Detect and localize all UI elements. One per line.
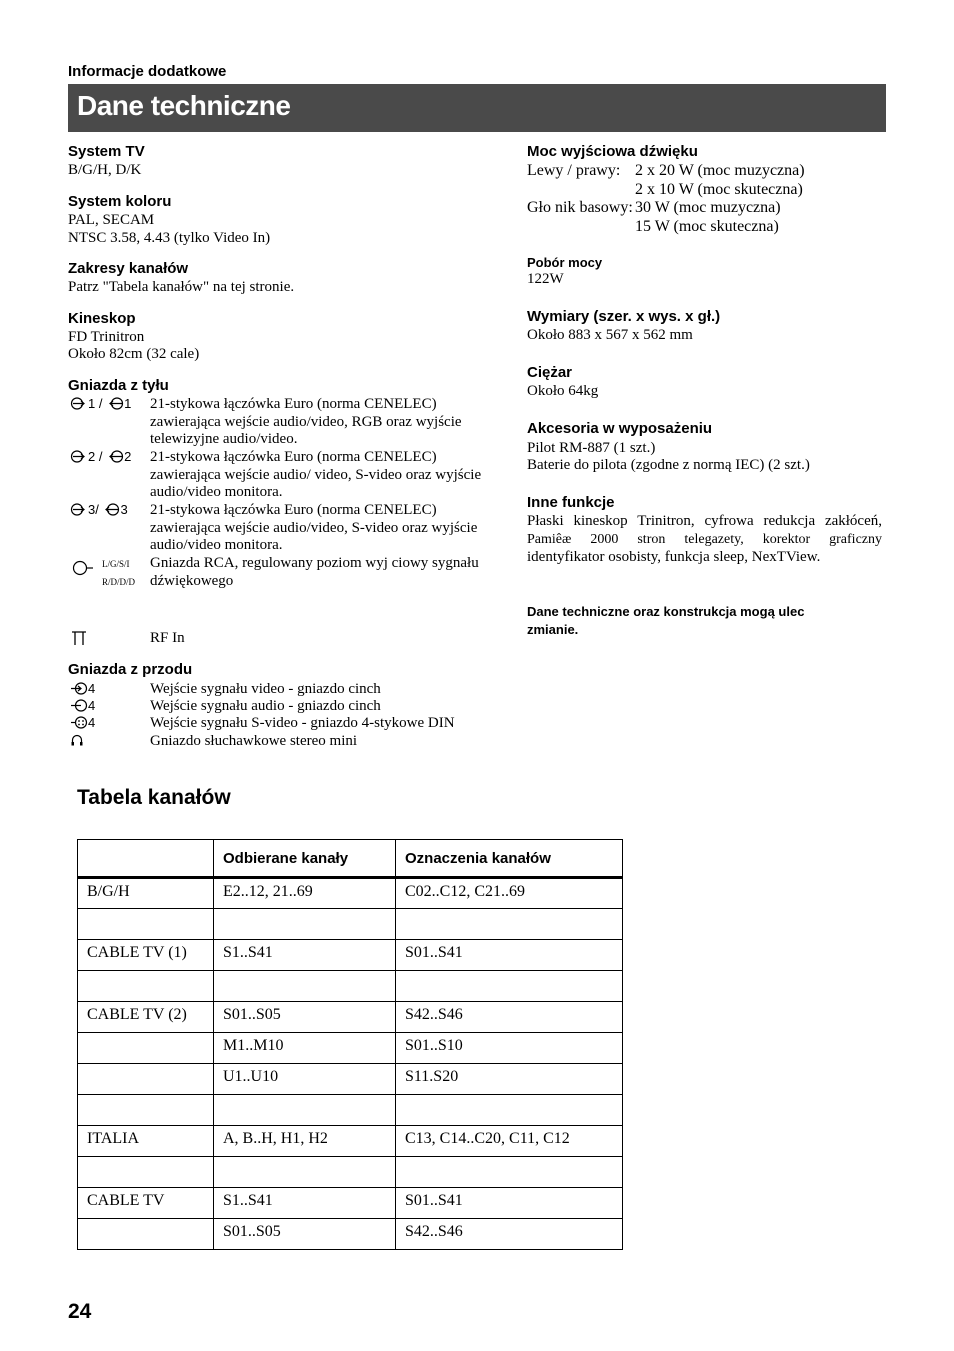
- table-cell: S01..S05: [214, 1219, 396, 1250]
- inne-line-2: Pamiêæ 2000 stron telegazety, korektor graficzny: [527, 532, 882, 547]
- table-cell: C13, C14..C20, C11, C12: [396, 1126, 623, 1157]
- table-cell: ITALIA: [78, 1126, 214, 1157]
- table-row: [78, 1157, 623, 1188]
- akcesoria-heading: Akcesoria w wyposażeniu: [527, 420, 713, 437]
- table-row: [78, 1095, 623, 1126]
- zakresy-value: Patrz "Tabela kanałów" na tej stronie.: [68, 279, 295, 295]
- section-label: Informacje dodatkowe: [68, 63, 227, 80]
- system-koloru-line-2: NTSC 3.58, 4.43 (tylko Video In): [68, 230, 271, 246]
- zakresy-heading: Zakresy kanałów: [68, 260, 189, 277]
- front-socket-row-2: [68, 698, 498, 716]
- moc-key-4: [527, 218, 635, 237]
- table-row: [78, 971, 623, 1002]
- table-cell: M1..M10: [214, 1033, 396, 1064]
- table-row: [78, 1188, 623, 1219]
- front-socket-row-3: [68, 715, 498, 733]
- table-cell: S42..S46: [396, 1002, 623, 1033]
- rf-row: [68, 630, 498, 650]
- rf-desc: RF In: [150, 630, 185, 646]
- audio-out-label-left: L/G/S/I: [102, 559, 130, 569]
- ciezar-value: Około 64kg: [527, 383, 599, 399]
- table-cell: [78, 1219, 214, 1250]
- akcesoria-line-1: Pilot RM-887 (1 szt.): [527, 440, 656, 456]
- front-socket-desc-4: Gniazdo słuchawkowe stereo mini: [150, 733, 358, 749]
- table-cell: U1..U10: [214, 1064, 396, 1095]
- kineskop-heading: Kineskop: [68, 310, 136, 327]
- headphones-icon: [70, 733, 84, 748]
- table-row: [78, 1002, 623, 1033]
- table-cell: S01..S41: [396, 1188, 623, 1219]
- table-cell: [78, 909, 214, 940]
- scart-3-icon: 3/ 3: [70, 502, 128, 517]
- table-cell: S1..S41: [214, 940, 396, 971]
- gniazda-przodu-heading: Gniazda z przodu: [68, 661, 193, 678]
- front-socket-row-1: [68, 681, 498, 699]
- rear-socket-row-1: [68, 396, 498, 450]
- moc-heading: Moc wyjściowa dźwięku: [527, 143, 698, 160]
- page-title: Dane techniczne: [77, 90, 291, 121]
- table-cell: S01..S10: [396, 1033, 623, 1064]
- front-socket-desc-3: Wejście sygnału S-video - gniazdo 4-stykowe DIN: [150, 715, 455, 731]
- table-cell: [78, 1033, 214, 1064]
- inne-line-3: identyfikator osobisty, funkcja sleep, NexTView.: [527, 549, 821, 565]
- table-row: [78, 1064, 623, 1095]
- kineskop-line-2: Około 82cm (32 cale): [68, 346, 200, 362]
- table-header-row: [78, 840, 623, 878]
- moc-key-1: Lewy / prawy:: [527, 162, 621, 179]
- table-cell: CABLE TV (1): [78, 940, 214, 971]
- front-socket-row-4: [68, 733, 498, 751]
- table-header-designation: Oznaczenia kanałów: [396, 840, 623, 878]
- table-cell: CABLE TV: [78, 1188, 214, 1219]
- table-cell: S42..S46: [396, 1219, 623, 1250]
- system-tv-value: B/G/H, D/K: [68, 162, 142, 178]
- pobor-heading: Pobór mocy: [527, 255, 603, 270]
- akcesoria-line-2: Baterie do pilota (zgodne z normą IEC) (2 szt.): [527, 457, 810, 473]
- rear-socket-desc-2: 21-stykowa łączówka Euro (norma CENELEC) zawierająca wejście audio/ video, S-video oraz wyjście audio/video monitora.: [150, 449, 482, 500]
- audio-out-icon: [70, 559, 96, 577]
- kineskop-line-1: FD Trinitron: [68, 329, 145, 345]
- table-cell: [78, 971, 214, 1002]
- table-cell: S11.S20: [396, 1064, 623, 1095]
- table-cell: E2..12, 21..69: [214, 878, 396, 909]
- ciezar-heading: Ciężar: [527, 364, 573, 381]
- table-title: Tabela kanałów: [77, 786, 231, 809]
- rear-socket-desc-3: 21-stykowa łączówka Euro (norma CENELEC) zawierająca wejście audio/video, S-video oraz wyjście audio/video monitora.: [150, 502, 478, 553]
- audio-in-icon: 4: [70, 698, 95, 713]
- front-socket-desc-1: Wejście sygnału video - gniazdo cinch: [150, 681, 381, 697]
- rear-socket-row-3: [68, 502, 498, 556]
- moc-key-2: [527, 181, 635, 200]
- audio-out-label-right: R/D/D/D: [102, 577, 136, 587]
- table-header-received: Odbierane kanały: [214, 840, 396, 878]
- table-cell: [78, 1064, 214, 1095]
- table-cell: [78, 1157, 214, 1188]
- table-row: [78, 1126, 623, 1157]
- moc-value-2: 2 x 10 W (moc skuteczna): [635, 180, 803, 198]
- channel-table: [77, 839, 623, 1250]
- inne-line-1: Płaski kineskop Trinitron, cyfrowa redukcja zakłóceń,: [527, 513, 882, 529]
- pobor-value: 122W: [527, 271, 564, 287]
- wymiary-value: Około 883 x 567 x 562 mm: [527, 327, 693, 343]
- table-row: [78, 878, 623, 909]
- table-row: [78, 1219, 623, 1250]
- table-cell: [396, 971, 623, 1002]
- moc-value-4: 15 W (moc skuteczna): [635, 217, 779, 235]
- antenna-icon: [70, 630, 90, 649]
- table-cell: [214, 1157, 396, 1188]
- gniazda-tylu-heading: Gniazda z tyłu: [68, 377, 169, 394]
- table-cell: [214, 971, 396, 1002]
- moc-grid: [527, 162, 805, 236]
- page-number: 24: [68, 1300, 92, 1323]
- table-row: [78, 909, 623, 940]
- table-cell: CABLE TV (2): [78, 1002, 214, 1033]
- table-cell: [214, 909, 396, 940]
- moc-value-1: 2 x 20 W (moc muzyczna): [635, 162, 805, 179]
- table-row: [78, 940, 623, 971]
- table-cell: S1..S41: [214, 1188, 396, 1219]
- table-cell: [214, 1095, 396, 1126]
- video-in-icon: 4: [70, 681, 95, 696]
- table-cell: C02..C12, C21..69: [396, 878, 623, 909]
- table-cell: A, B..H, H1, H2: [214, 1126, 396, 1157]
- inne-heading: Inne funkcje: [527, 494, 615, 511]
- rear-socket-row-2: [68, 449, 498, 503]
- table-header-empty: [78, 840, 214, 878]
- table-cell: [396, 1095, 623, 1126]
- moc-value-3: 30 W (moc muzyczna): [635, 199, 781, 216]
- table-row: [78, 1033, 623, 1064]
- table-cell: S01..S41: [396, 940, 623, 971]
- table-cell: S01..S05: [214, 1002, 396, 1033]
- front-socket-desc-2: Wejście sygnału audio - gniazdo cinch: [150, 698, 381, 714]
- wymiary-heading: Wymiary (szer. x wys. x gł.): [527, 308, 721, 325]
- title-bar: [68, 84, 886, 132]
- system-koloru-line-1: PAL, SECAM: [68, 212, 155, 228]
- table-cell: [396, 909, 623, 940]
- table-cell: [396, 1157, 623, 1188]
- moc-key-3: Gło nik basowy:: [527, 199, 633, 216]
- system-koloru-heading: System koloru: [68, 193, 172, 210]
- system-tv-heading: System TV: [68, 143, 145, 160]
- rear-socket-desc-4: Gniazda RCA, regulowany poziom wyj ciowy sygnału dźwiękowego: [150, 555, 479, 589]
- table-cell: B/G/H: [78, 878, 214, 909]
- svideo-in-icon: 4: [70, 715, 95, 730]
- scart-2-icon: 2 / 2: [70, 449, 131, 464]
- scart-1-icon: 1 / 1: [70, 396, 131, 411]
- disclaimer-note: Dane techniczne oraz konstrukcja mogą ulec zmianie.: [527, 604, 805, 637]
- rear-socket-row-4: [68, 555, 498, 595]
- rear-socket-desc-1: 21-stykowa łączówka Euro (norma CENELEC) zawierająca wejście audio/video, RGB oraz wyjście telewizyjne audio/video.: [150, 396, 462, 447]
- table-cell: [78, 1095, 214, 1126]
